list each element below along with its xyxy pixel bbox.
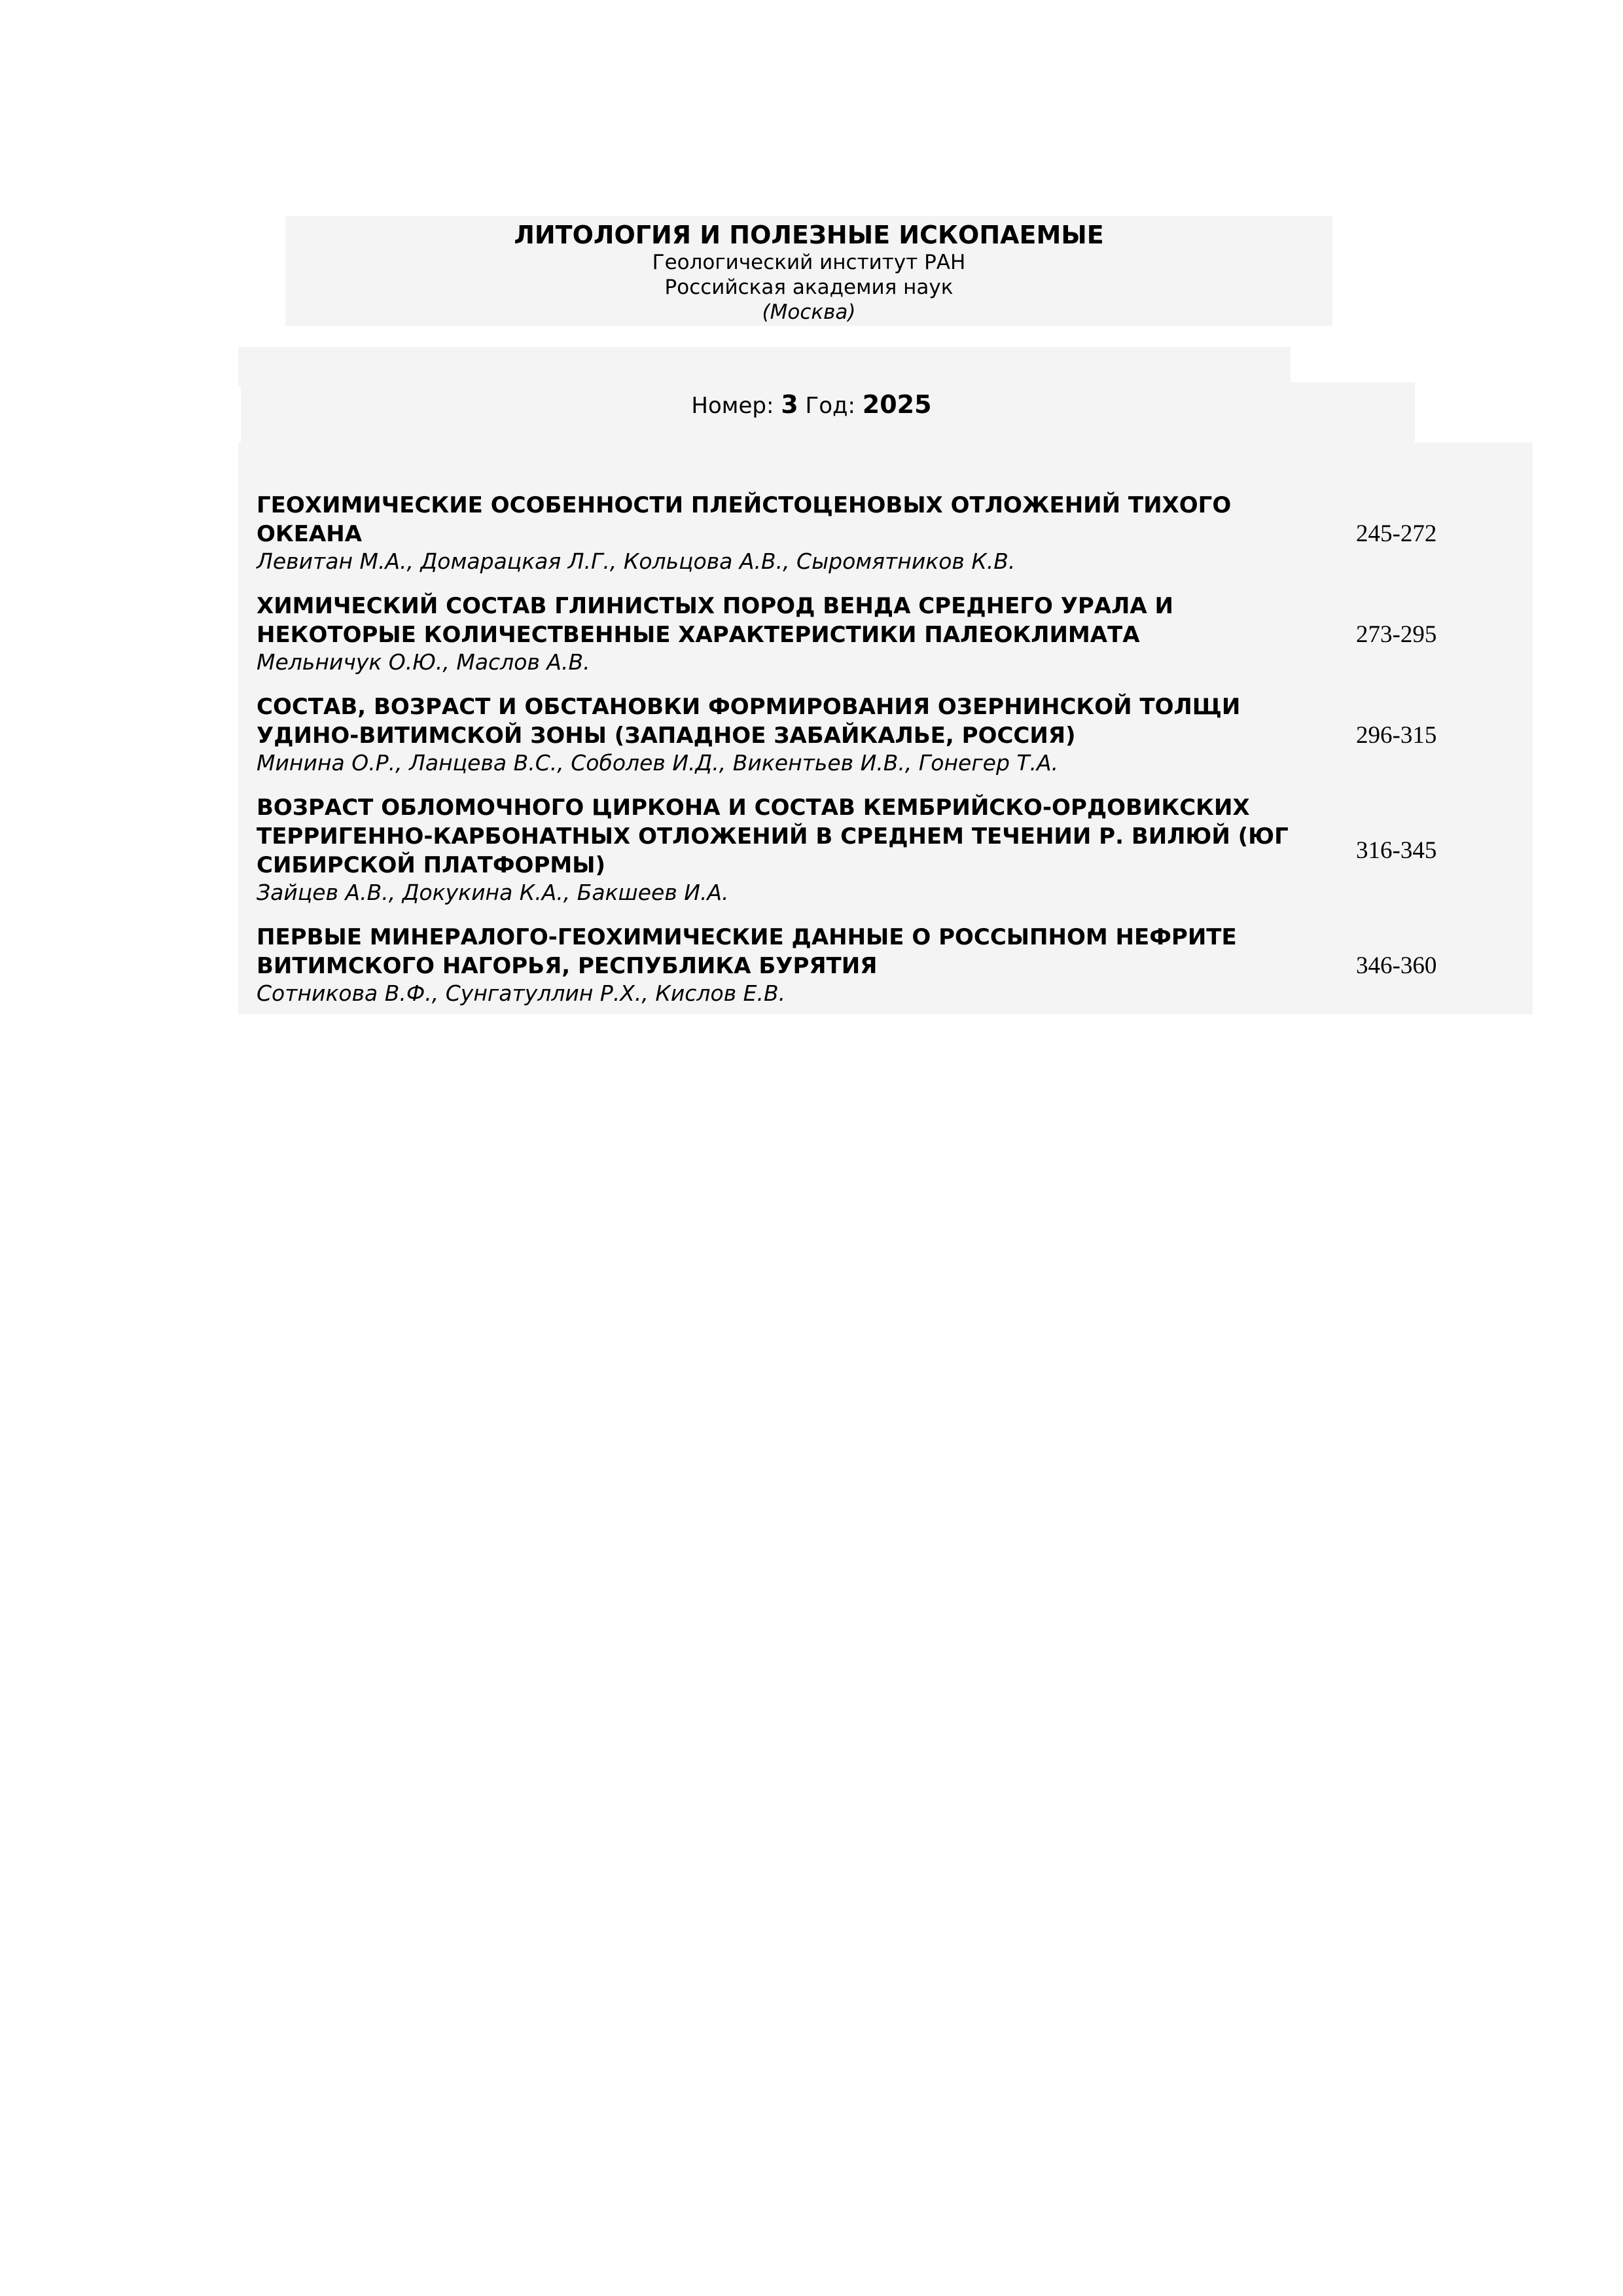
issue-number: 3 (781, 390, 798, 419)
article-authors: Мельничук О.Ю., Маслов А.В. (257, 649, 590, 675)
toc-item (257, 491, 1520, 575)
article-pages: 346-360 (1356, 952, 1437, 979)
article-authors: Левитан М.А., Домарацкая Л.Г., Кольцова А.В., Сыромятников К.В. (257, 548, 1016, 574)
article-title-link[interactable]: ГЕОХИМИЧЕСКИЕ ОСОБЕННОСТИ ПЛЕЙСТОЦЕНОВЫХ ОТЛОЖЕНИЙ ТИХОГО ОКЕАНА (257, 492, 1232, 547)
journal-title: ЛИТОЛОГИЯ И ПОЛЕЗНЫЕ ИСКОПАЕМЫЕ (514, 221, 1104, 249)
article-pages: 296-315 (1356, 722, 1437, 749)
article-title-link[interactable]: ВОЗРАСТ ОБЛОМОЧНОГО ЦИРКОНА И СОСТАВ КЕМБРИЙСКО-ОРДОВИКСКИХ ТЕРРИГЕННО-КАРБОНАТНЫХ ОТЛОЖЕНИЙ В СРЕДНЕМ ТЕЧЕНИИ Р. ВИЛЮЙ (ЮГ СИБИРСКОЙ ПЛАТФОРМЫ) (257, 795, 1289, 878)
article-pages: 245-272 (1356, 520, 1437, 547)
article-title-link[interactable]: ХИМИЧЕСКИЙ СОСТАВ ГЛИНИСТЫХ ПОРОД ВЕНДА СРЕДНЕГО УРАЛА И НЕКОТОРЫЕ КОЛИЧЕСТВЕННЫЕ ХАРАКТЕРИСТИКИ ПАЛЕОКЛИМАТА (257, 593, 1173, 648)
toc-item (257, 923, 1520, 1007)
issue-panel-top (238, 347, 1291, 386)
issue-year-label: Год: (805, 393, 855, 419)
article-pages: 316-345 (1356, 837, 1437, 864)
toc-item (257, 692, 1520, 776)
toc-item (257, 592, 1520, 675)
issue-info (0, 390, 1623, 420)
article-authors: Зайцев А.В., Докукина К.А., Бакшеев И.А. (257, 880, 729, 905)
article-pages: 273-295 (1356, 621, 1437, 648)
toc-item (257, 793, 1520, 906)
article-title-link[interactable]: ПЕРВЫЕ МИНЕРАЛОГО-ГЕОХИМИЧЕСКИЕ ДАННЫЕ О РОССЫПНОМ НЕФРИТЕ ВИТИМСКОГО НАГОРЬЯ, РЕСПУБЛИКА БУРЯТИЯ (257, 924, 1237, 979)
institute-name: Геологический институт РАН (652, 251, 966, 274)
city-name: (Москва) (762, 300, 856, 324)
article-authors: Минина О.Р., Ланцева В.С., Соболев И.Д., Викентьев И.В., Гонегер Т.А. (257, 750, 1059, 776)
article-title-link[interactable]: СОСТАВ, ВОЗРАСТ И ОБСТАНОВКИ ФОРМИРОВАНИЯ ОЗЕРНИНСКОЙ ТОЛЩИ УДИНО-ВИТИМСКОЙ ЗОНЫ (ЗАПАДНОЕ ЗАБАЙКАЛЬЕ, РОССИЯ) (257, 694, 1241, 749)
article-authors: Сотникова В.Ф., Сунгатуллин Р.Х., Кислов Е.В. (257, 980, 786, 1006)
issue-number-label: Номер: (691, 393, 774, 419)
academy-name: Российская академия наук (664, 276, 954, 299)
journal-header (285, 216, 1332, 326)
issue-year: 2025 (862, 390, 932, 419)
